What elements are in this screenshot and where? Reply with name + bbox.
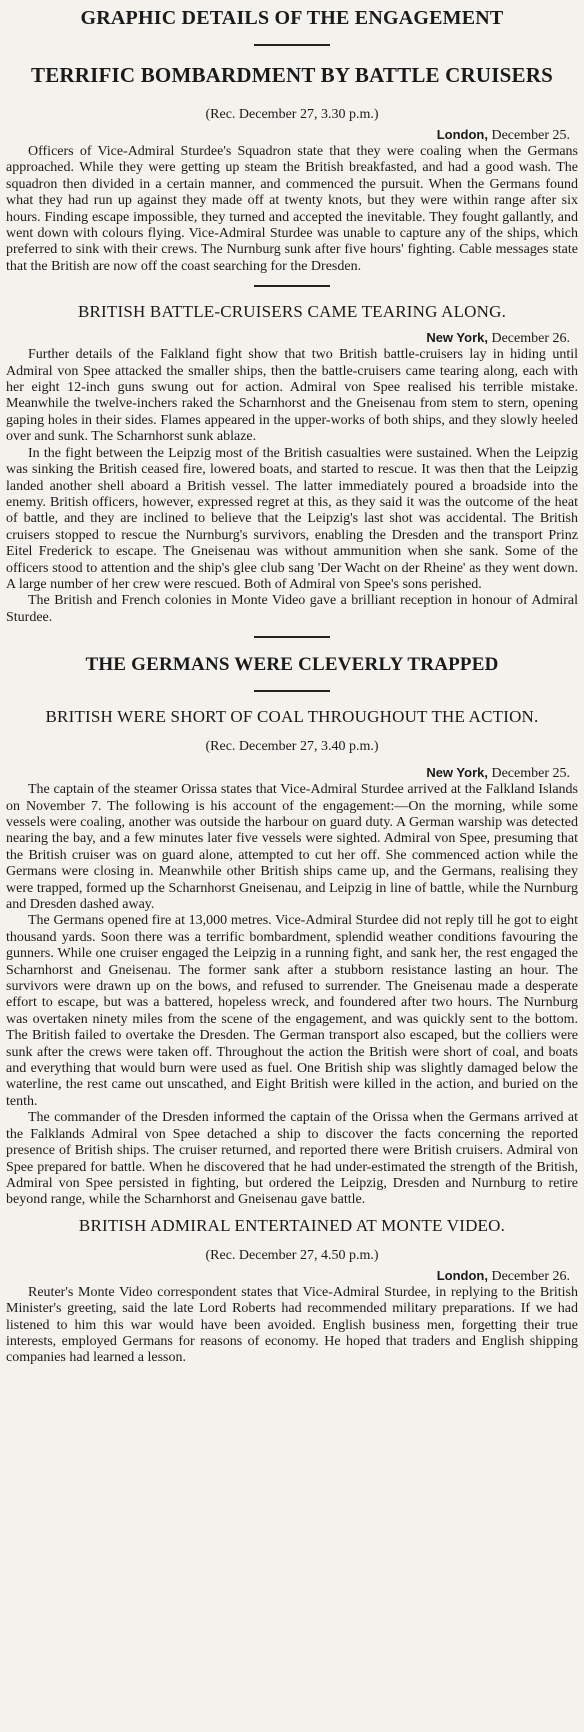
article-paragraph: In the fight between the Leipzig most of the British casualties were sustained. When the Leipzig was sinking the British ceased fire, lowered boats, and started to rescue. It was then that the Leipzig landed another shell aboard a British vessel. The latter immediately poured a broadside into the enemy. British officers, however, expressed regret at this, as they said it was the outcome of the heat of battle, and they are inclined to believe that the Leipzig's last shot was accidental. The British cruisers stopped to rescue the Nurnburg's survivors, enabling the Dresden and the transport Prinz Eitel Frederick to escape. The Gneisenau was without ammunition when she sank. Some of the officers stood to attention and the ship's glee club sang 'Der Wacht on der Rheine' as they went down. A large number of her crew were rescued. Both of Admiral von Spee's sons perished. bbox=[6, 445, 578, 592]
article-subheadline: BRITISH WERE SHORT OF COAL THROUGHOUT THE ACTION. bbox=[45, 707, 539, 727]
article-headline: TERRIFIC BOMBARDMENT BY BATTLE CRUISERS bbox=[30, 63, 553, 87]
page-title: GRAPHIC DETAILS OF THE ENGAGEMENT bbox=[80, 7, 504, 29]
dateline-place: London, bbox=[436, 1267, 488, 1283]
article-terrific-bombardment bbox=[6, 60, 578, 275]
article-battle-cruisers-tearing-along bbox=[6, 299, 578, 626]
divider-rule bbox=[254, 690, 330, 692]
article-headline: THE GERMANS WERE CLEVERLY TRAPPED bbox=[85, 654, 499, 676]
dateline-place: New York, bbox=[426, 765, 488, 781]
article-paragraph: Further details of the Falkland fight show that two British battle-cruisers lay in hiding until Admiral von Spee attacked the smaller ships, then the battle-cruisers came tearing along, each with her eight 12-inch guns swung out for action. Admiral von Spee realised his terrible mistake. Meanwhile the twelve-inchers raked the Scharnhorst and the Gneisenau from stem to stern, opening gaping holes in their sides. Flames appeared in the upper-works of both ships, and they slowly heeled over and sunk. The Scharnhorst sunk ablaze. bbox=[6, 347, 578, 445]
article-paragraph: The captain of the steamer Orissa states that Vice-Admiral Sturdee arrived at the Falkland Islands on November 7. The following is his account of the engagement:—On the morning, while some vessels were coaling, another was outside the harbour on guard duty. A German warship was detected nearing the bay, and a few minutes later five vessels were sighted. Admiral von Spee, presuming that the British cruiser was on guard alone, attempted to cut her off. She commenced action while the Germans were closing in. Meanwhile other British ships came up, and the Germans, realising they were trapped, formed up the Scharnhorst Gneisenau, and Leipzig in line of battle, while the Nurnburg and Dresden dashed away. bbox=[6, 782, 578, 912]
divider-rule bbox=[254, 285, 330, 287]
dateline-date: December 26. bbox=[491, 331, 570, 347]
divider-rule bbox=[254, 44, 330, 46]
dateline-place: New York, bbox=[426, 330, 488, 346]
dateline-place: London, bbox=[436, 127, 488, 142]
dateline bbox=[6, 126, 578, 144]
dateline-date: December 25. bbox=[491, 766, 570, 782]
received-line: (Rec. December 27, 3.40 p.m.) bbox=[205, 739, 379, 755]
article-headline: BRITISH BATTLE-CRUISERS CAME TEARING ALONG. bbox=[77, 302, 507, 322]
article-germans-cleverly-trapped bbox=[6, 650, 578, 1209]
divider-rule bbox=[254, 636, 330, 638]
dateline bbox=[6, 764, 578, 782]
received-line: (Rec. December 27, 3.30 p.m.) bbox=[205, 107, 379, 122]
article-headline: BRITISH ADMIRAL ENTERTAINED AT MONTE VIDEO. bbox=[78, 1215, 506, 1235]
article-paragraph: Reuter's Monte Video correspondent states that Vice-Admiral Sturdee, in replying to the British Minister's greeting, said the late Lord Roberts had recommended military preparations. If we had listened to him this war would have been avoided. English business men, forgetting their true interests, employed Germans for reasons of economy. He hoped that traders and English shipping companies had learned a lesson. bbox=[6, 1284, 578, 1366]
dateline bbox=[6, 329, 578, 347]
article-admiral-entertained bbox=[6, 1213, 578, 1367]
received-line: (Rec. December 27, 4.50 p.m.) bbox=[205, 1247, 379, 1263]
article-paragraph: The commander of the Dresden informed the captain of the Orissa when the Germans arrived at the Falklands Admiral von Spee detached a ship to discover the facts concerning the reported presence of British ships. The cruiser returned, and reported there were British cruisers. Admiral von Spee prepared for battle. When he discovered that he had under-estimated the strength of the British, Admiral von Spee persisted in fighting, but ordered the Leipzig, Dresden and Nurnburg to retire beyond range, while the Scharnhorst and Gneisenau gave battle. bbox=[6, 1110, 578, 1208]
dateline bbox=[6, 1267, 578, 1285]
dateline-date: December 26. bbox=[491, 1268, 570, 1284]
article-paragraph: The Germans opened fire at 13,000 metres. Vice-Admiral Sturdee did not reply till he got to eight thousand yards. Soon there was a terrific bombardment, splendid weather conditions favouring the gunners. While one cruiser engaged the Leipzig in a running fight, and sank her, the rest engaged the Scharnhorst and Gneisenau. The former sank after a stubborn resistance lasting an hour. The survivors were drawn up on the bows, and refused to surrender. The Gneisenau made a desperate effort to escape, but was a battered, hopeless wreck, and foundered after two hours. The Nurnburg was overtaken ninety miles from the scene of the engagement, and was quickly sent to the bottom. The British failed to overtake the Dresden. The German transport also escaped, but the colliers were sunk after the crews were taken off. Throughout the action the British were short of coal, and boats and everything that would burn were used as fuel. One British ship was slightly damaged below the waterline, the rest came out unscathed, and Eight British were killed in the action, and buried on the tenth. bbox=[6, 913, 578, 1109]
article-paragraph: The British and French colonies in Monte Video gave a brilliant reception in honour of Admiral Sturdee. bbox=[6, 593, 578, 625]
dateline-date: December 25. bbox=[491, 128, 570, 143]
article-paragraph: Officers of Vice-Admiral Sturdee's Squadron state that they were coaling when the Germans approached. While they were getting up steam the British breakfasted, and had a good wash. The squadron then divided in a certain manner, and commenced the pursuit. When the Germans found what they had run up against they made off at twenty knots, but they were within range after six hours. Finding escape impossible, they turned and accepted the inevitable. They fought gallantly, and went down with colours flying. Vice-Admiral Sturdee was unable to capture any of the ships, which preferred to sink with their crews. The Nurnburg sunk after five hours' fighting. Cable messages state that the British are now off the coast searching for the Dresden. bbox=[6, 144, 578, 274]
